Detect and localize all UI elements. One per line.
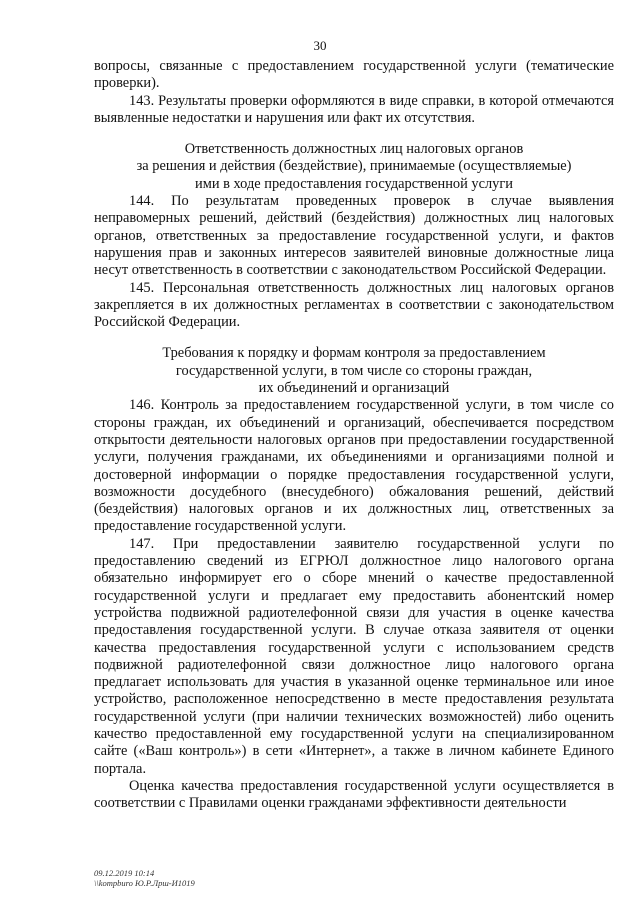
paragraph-quality-assessment: Оценка качества предоставления государственной услуги осуществляется в соответствии с Правилами оценки гражданами эффективности деятельности (94, 777, 614, 812)
document-body (94, 58, 614, 812)
footer-file-path: \\kompburo Ю.Р.Лрш-И1019 (94, 878, 195, 888)
paragraph-continued: вопросы, связанные с предоставлением государственной услуги (тематические проверки). (94, 58, 614, 92)
section-heading-responsibility (94, 141, 614, 193)
document-footer (94, 868, 195, 888)
heading-line: Ответственность должностных лиц налоговых органов (184, 141, 524, 158)
paragraph-147: 147. При предоставлении заявителю государственной услуги по предоставлению сведений из ЕГРЮЛ должностное лицо налогового органа обязательно информирует его о сборе мнений о качестве предоставленной государственной услуги и предлагает ему предоставить абонентский номер устройства подвижной радиотелефонной связи для участия в оценке качества предоставления государственной услуги. В случае отказа заявителя от оценки качества предоставления государственной услуги с использованием средств подвижной радиотелефонной связи должностное лицо налогового органа предлагает использовать для участия в указанной оценке терминальное или иное устройство, расположенное непосредственно в месте предоставления результата государственной услуги (при наличии технических возможностей) либо оценить качество предоставленной ему государственной услуги на специализированном сайте («Ваш контроль») в сети «Интернет», а также в личном кабинете Единого портала. (94, 535, 614, 777)
paragraph-143: 143. Результаты проверки оформляются в виде справки, в которой отмечаются выявленные недостатки и нарушения или факт их отсутствия. (94, 92, 614, 126)
heading-line: государственной услуги, в том числе со стороны граждан, (175, 362, 533, 379)
section-heading-control (94, 345, 614, 397)
paragraph-146: 146. Контроль за предоставлением государственной услуги, в том числе со стороны граждан, их объединений и организаций, обеспечивается посредством открытости деятельности налоговых органов при предоставлении государственной услуги, получения гражданами, их объединениями и организациями полной и достоверной информации о порядке предоставления государственной услуги, возможности досудебного (внесудебного) обжалования решений, действий (бездействия) налоговых органов и их должностных лиц, ответственных за предоставление государственной услуги. (94, 397, 614, 535)
heading-line: их объединений и организаций (258, 380, 450, 397)
heading-line: ими в ходе предоставления государственной услуги (195, 175, 513, 192)
heading-line: Требования к порядку и формам контроля за предоставлением (162, 345, 546, 362)
paragraph-145: 145. Персональная ответственность должностных лиц налоговых органов закрепляется в их должностных регламентах в соответствии с законодательством Российской Федерации. (94, 279, 614, 331)
page-number: 30 (313, 38, 327, 53)
heading-line: за решения и действия (бездействие), принимаемые (осуществляемые) (136, 158, 572, 175)
footer-timestamp: 09.12.2019 10:14 (94, 868, 155, 878)
paragraph-144: 144. По результатам проведенных проверок в случае выявления неправомерных решений, действий (бездействия) должностных лиц налоговых органов, ответственных за предоставление государственной услуги, и фактов нарушения прав и законных интересов заявителей виновные должностные лица несут ответственность в соответствии с законодательством Российской Федерации. (94, 193, 614, 279)
